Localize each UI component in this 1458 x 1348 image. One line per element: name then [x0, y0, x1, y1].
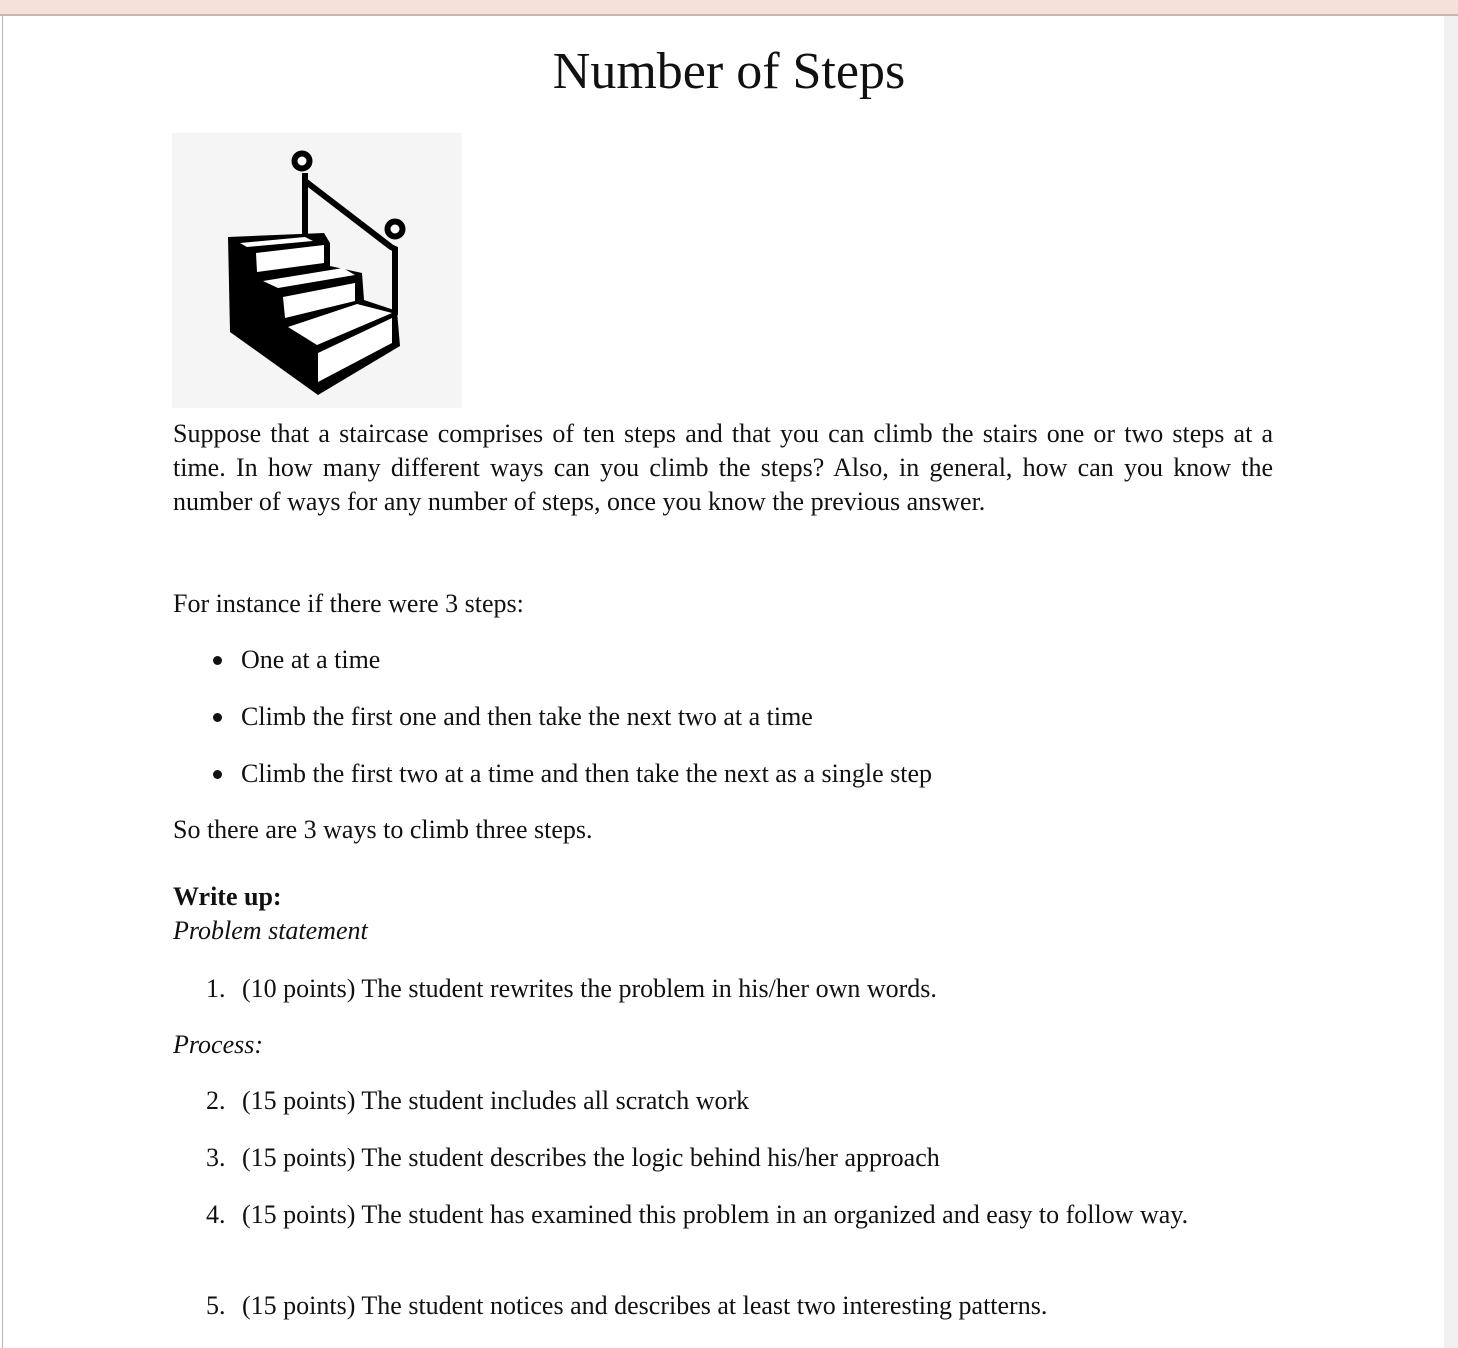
bullet-icon	[213, 656, 222, 665]
rubric-item	[206, 1084, 1274, 1118]
bullet-item	[213, 643, 380, 677]
item-text: (15 points) The student notices and describes at least two interesting patterns.	[242, 1291, 1048, 1320]
bullet-text: Climb the first two at a time and then take the next as a single step	[241, 759, 932, 788]
scrollbar-track[interactable]	[1444, 16, 1458, 1348]
item-text: (15 points) The student describes the logic behind his/her approach	[242, 1143, 940, 1172]
item-text: (15 points) The student includes all scratch work	[242, 1086, 750, 1115]
item-number: 3.	[206, 1143, 226, 1172]
bullet-text: One at a time	[241, 645, 381, 674]
item-number: 5.	[206, 1291, 226, 1320]
problem-statement-label: Problem statement	[173, 916, 368, 945]
problem-paragraph: Suppose that a staircase comprises of ten steps and that you can climb the stairs one or two steps at a time. In how many different ways can you climb the steps? Also, in general, how can you know the number of ways for any number of steps, once you know the previous answer.	[173, 419, 1273, 516]
rubric-item	[206, 1141, 1274, 1175]
item-number: 2.	[206, 1086, 226, 1115]
bullet-text: Climb the first one and then take the next two at a time	[241, 702, 813, 731]
example-intro: For instance if there were 3 steps:	[173, 589, 524, 618]
bullet-icon	[213, 713, 222, 722]
item-text: (15 points) The student has examined this problem in an organized and easy to follow way.	[242, 1200, 1189, 1229]
example-conclusion: So there are 3 ways to climb three steps.	[173, 815, 593, 844]
item-number: 1.	[206, 974, 226, 1003]
page-title: Number of Steps	[552, 43, 906, 100]
staircase-icon	[172, 133, 462, 408]
viewer-top-bar	[0, 0, 1458, 16]
staircase-figure	[172, 133, 462, 408]
bullet-item	[213, 757, 932, 791]
bullet-icon	[213, 770, 222, 779]
rubric-item	[206, 1289, 1274, 1323]
process-label: Process:	[173, 1030, 264, 1059]
item-text: (10 points) The student rewrites the problem in his/her own words.	[242, 974, 937, 1003]
item-number: 4.	[206, 1200, 226, 1229]
bullet-item	[213, 700, 813, 734]
rubric-item	[206, 972, 1274, 1006]
rubric-item	[206, 1198, 1274, 1232]
writeup-heading: Write up:	[173, 882, 282, 911]
